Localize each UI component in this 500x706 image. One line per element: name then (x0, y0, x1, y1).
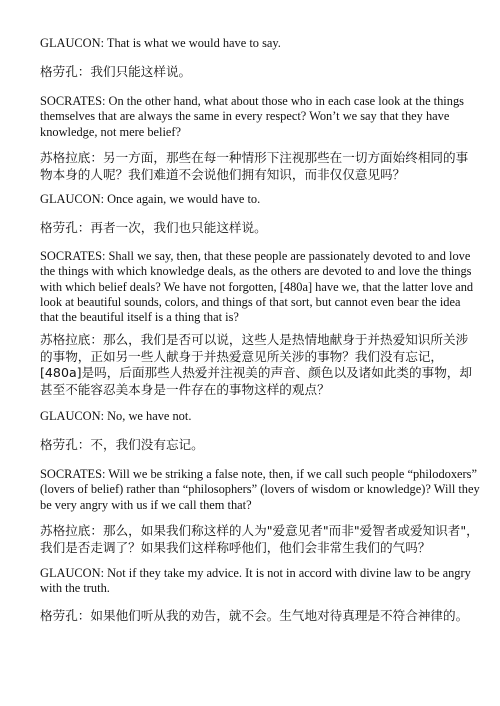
paragraph-glaucon-1-en: GLAUCON: That is what we would have to say. (40, 36, 281, 50)
paragraph-socrates-2-zh: 苏格拉底：那么，我们是否可以说，这些人是热情地献身于并热爱知识所关涉的事物，正如另一些人献身于并热爱意见所关涉的事物？我们没有忘记，[480a]是吗，后面那些人热爱并注视美的声音、颜色以及诸如此类的事物，却甚至不能容忍美本身是一件存在的事物这样的观点？ (40, 332, 472, 397)
paragraph-socrates-1-en: SOCRATES: On the other hand, what about those who in each case look at the things themselves that are always the same in every respect? Won’t we say that they have knowledge, not mere belief? (40, 94, 464, 139)
paragraph-glaucon-3-en: GLAUCON: No, we have not. (40, 409, 192, 423)
paragraph-socrates-3-en: SOCRATES: Will we be striking a false note, then, if we call such people “philodoxers” (lovers of belief) rather than “philosophers” (lovers of wisdom or knowledge)? Will they be very angry with us if we call them that? (40, 467, 480, 512)
paragraph-socrates-3-zh: 苏格拉底：那么，如果我们称这样的人为"爱意见者"而非"爱智者或爱知识者"，我们是否走调了？如果我们这样称呼他们，他们会非常生我们的气吗？ (40, 523, 479, 555)
paragraph-glaucon-4-zh: 格劳孔：如果他们听从我的劝告，就不会。生气地对待真理是不符合神律的。 (40, 608, 469, 623)
paragraph-glaucon-2-en: GLAUCON: Once again, we would have to. (40, 192, 261, 206)
paragraph-glaucon-2-zh: 格劳孔：再者一次，我们也只能这样说。 (40, 220, 267, 235)
paragraph-socrates-1-zh: 苏格拉底：另一方面，那些在每一种情形下注视那些在一切方面始终相同的事物本身的人呢？我们难道不会说他们拥有知识，而非仅仅意见吗？ (40, 150, 469, 182)
paragraph-glaucon-1-zh: 格劳孔：我们只能这样说。 (40, 64, 192, 79)
paragraph-glaucon-3-zh: 格劳孔：不，我们没有忘记。 (40, 437, 204, 452)
paragraph-socrates-2-en: SOCRATES: Shall we say, then, that these people are passionately devoted to and love the things with which knowledge deals, as the others are devoted to and love the things with which belief deals? We have not forgotten, [480a] have we, that the latter love and look at beautiful sounds, colors, and things of that sort, but cannot even bear the idea that the beautiful itself is a thing that is? (40, 249, 474, 325)
paragraph-glaucon-4-en: GLAUCON: Not if they take my advice. It is not in accord with divine law to be angry with the truth. (40, 566, 471, 596)
